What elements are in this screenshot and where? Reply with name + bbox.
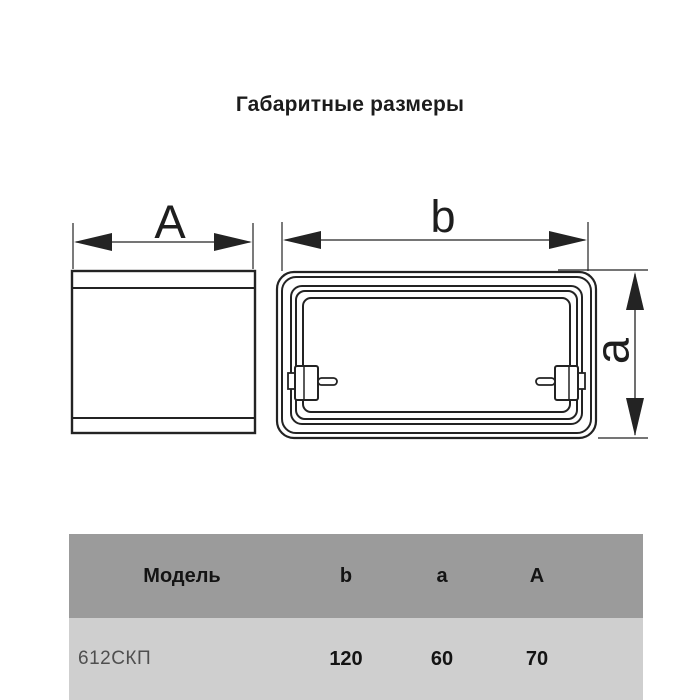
arrowhead-a-top [626,272,644,310]
front-view-ring-2 [282,277,591,433]
arrowhead-A-left [74,233,112,251]
cell-b-value: 120 [329,647,363,670]
right-latch-pin [536,378,555,385]
arrowhead-a-bottom [626,398,644,436]
side-view-drawing [72,271,255,433]
left-latch [288,366,337,400]
header-A: A [529,564,545,587]
arrowhead-b-right [549,231,587,249]
arrowhead-b-left [283,231,321,249]
header-a: a [436,564,448,587]
front-view-ring-outer [277,272,596,438]
header-model: Модель [143,564,221,587]
cell-A-value: 70 [525,647,549,670]
dimension-label-b: b [430,191,456,242]
page-title: Габаритные размеры [235,93,465,116]
dimension-label-a: a [585,337,639,365]
front-view-ring-4 [296,291,577,419]
front-view-drawing [277,272,596,438]
right-latch-bracket [555,366,578,400]
dimension-b [282,191,588,271]
table-row [69,618,643,700]
table-header-row [69,534,643,618]
dimension-a [558,270,648,438]
dimension-A [73,195,253,269]
cell-a-value: 60 [430,647,454,670]
left-latch-pin [318,378,337,385]
dimension-label-A: A [154,195,186,248]
left-latch-bracket [295,366,318,400]
side-view-body [72,271,255,433]
arrowhead-A-right [214,233,252,251]
cell-model: 612СКП [78,648,152,669]
front-view-ring-3 [291,286,582,424]
front-view-ring-inner [303,298,570,412]
header-b: b [339,564,353,587]
right-latch [536,366,585,400]
dimensions-table [69,534,643,700]
